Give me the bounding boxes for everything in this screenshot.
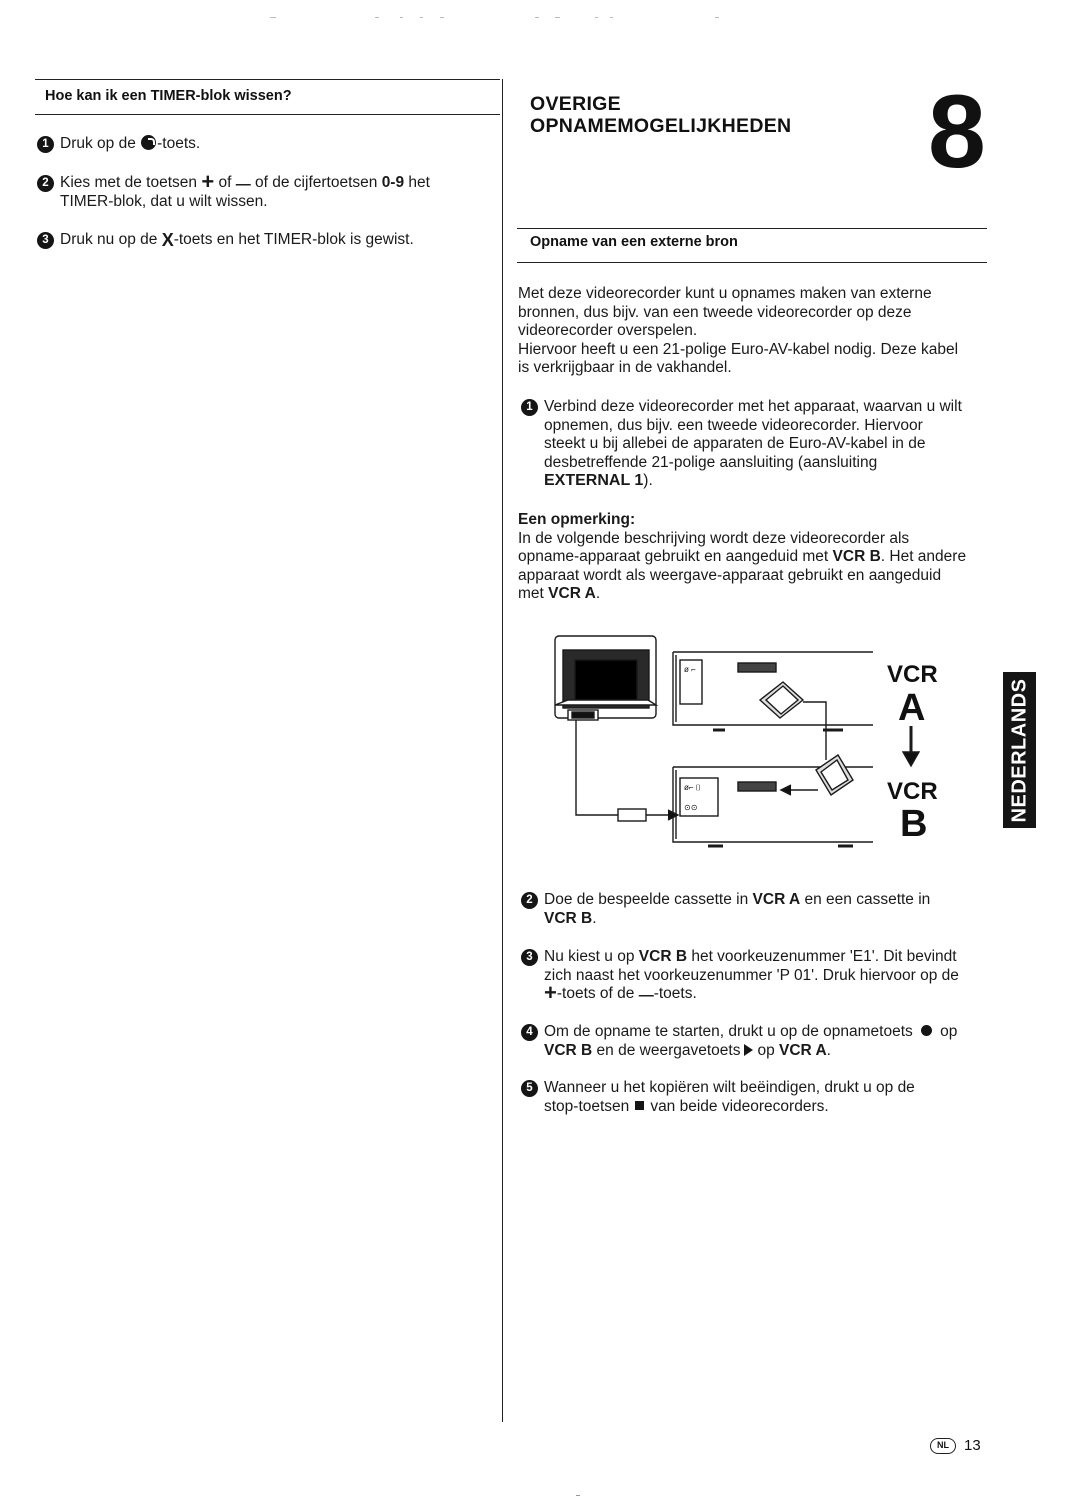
svg-text:ø ⌐: ø ⌐: [684, 665, 696, 674]
left-step-3: 3 Druk nu op de X-toets en het TIMER-blok is gewist.: [37, 231, 497, 250]
step-number-5: 5: [521, 1080, 538, 1097]
column-separator: [502, 79, 503, 1422]
left-step-1: 1 Druk op de -toets.: [37, 135, 497, 154]
left-heading: Hoe kan ik een TIMER-blok wissen?: [45, 88, 292, 104]
chapter-title: OVERIGE OPNAMEMOGELIJKHEDEN: [530, 93, 792, 137]
minus-key-icon: —: [638, 987, 654, 1005]
step-number-1: 1: [37, 136, 54, 153]
right-step-5: 5 Wanneer u het kopiëren wilt beëindigen, drukt u op de stop-toetsen van beide videorecorders.: [521, 1079, 991, 1116]
record-dot-icon: [921, 1025, 932, 1036]
step-number-3: 3: [37, 232, 54, 249]
right-step-4: 4 Om de opname te starten, drukt u op de opnametoets op VCR B en de weergavetoets op VCR A.: [521, 1023, 991, 1060]
language-side-tab: NEDERLANDS: [1003, 672, 1036, 828]
step-number-3b: 3: [521, 949, 538, 966]
scart-plug-a: [760, 682, 803, 718]
right-step-3: 3 Nu kiest u op VCR B het voorkeuzenummer 'E1'. Dit bevindt zich naast het voorkeuzenummer 'P 01'. Druk hiervoor op de +-toets of de —-toets.: [521, 948, 991, 1004]
right-top-rule: [517, 228, 987, 229]
page-number: 13: [964, 1437, 981, 1454]
plus-key-icon: +: [544, 980, 557, 1006]
page-footer: [930, 1437, 981, 1454]
vcr-b-label: VCR: [887, 778, 938, 805]
scan-marks: [260, 8, 730, 14]
nl-badge-icon: NL: [930, 1438, 956, 1454]
timer-icon: [141, 135, 156, 150]
vcr-a-label: VCR: [887, 661, 938, 688]
svg-text:⊙⊙: ⊙⊙: [684, 803, 698, 812]
scart-plug-b: [816, 755, 853, 795]
chapter-number: 8: [928, 74, 986, 190]
intro-paragraph: Met deze videorecorder kunt u opnames maken van externe bronnen, dus bijv. van een tweede videorecorder op deze videorecorder overspelen. Hiervoor heeft u een 21-polige Euro-AV-kabel nodig. Deze kabel is verkrijgbaar in de vakhandel.: [518, 285, 959, 377]
plus-key-icon: +: [201, 169, 215, 194]
left-step-2: 2 Kies met de toetsen + of — of de cijfertoetsen 0-9 het TIMER-blok, dat u wilt wissen.: [37, 174, 497, 211]
right-subheading: Opname van een externe bron: [530, 234, 738, 250]
step-number-4: 4: [521, 1024, 538, 1041]
tv-icon: [555, 636, 656, 720]
stop-square-icon: [635, 1101, 644, 1110]
right-bottom-rule: [517, 262, 987, 263]
right-step-1: 1 Verbind deze videorecorder met het apparaat, waarvan u wilt opnemen, dus bijv. een tweede videorecorder. Hiervoor steekt u bij allebei de apparaten de Euro-AV-kabel in de desbetreffende 21-polige aansluiting (aansluiting EXTERNAL 1).: [521, 398, 991, 491]
note-paragraph: Een opmerking: In de volgende beschrijving wordt deze videorecorder als opname-apparaat gebruikt en aangeduid met VCR B. Het andere apparaat wordt als weergave-apparaat gebruikt en aangeduid met VCR A.: [518, 511, 967, 603]
step-number-2b: 2: [521, 892, 538, 909]
scan-mark-bottom: [576, 1495, 580, 1496]
vcr-b-letter: B: [900, 803, 928, 845]
right-step-2: 2 Doe de bespeelde cassette in VCR A en een cassette in VCR B.: [521, 891, 991, 928]
svg-text:ø⌐ ⌷: ø⌐ ⌷: [684, 783, 701, 792]
vcr-a-letter: A: [898, 687, 926, 729]
left-top-rule: [35, 79, 500, 80]
minus-key-icon: —: [235, 176, 251, 193]
left-bottom-rule: [35, 114, 500, 115]
x-key-icon: X: [161, 230, 174, 250]
play-triangle-icon: [744, 1044, 753, 1056]
step-number-1b: 1: [521, 399, 538, 416]
step-number-2: 2: [37, 175, 54, 192]
